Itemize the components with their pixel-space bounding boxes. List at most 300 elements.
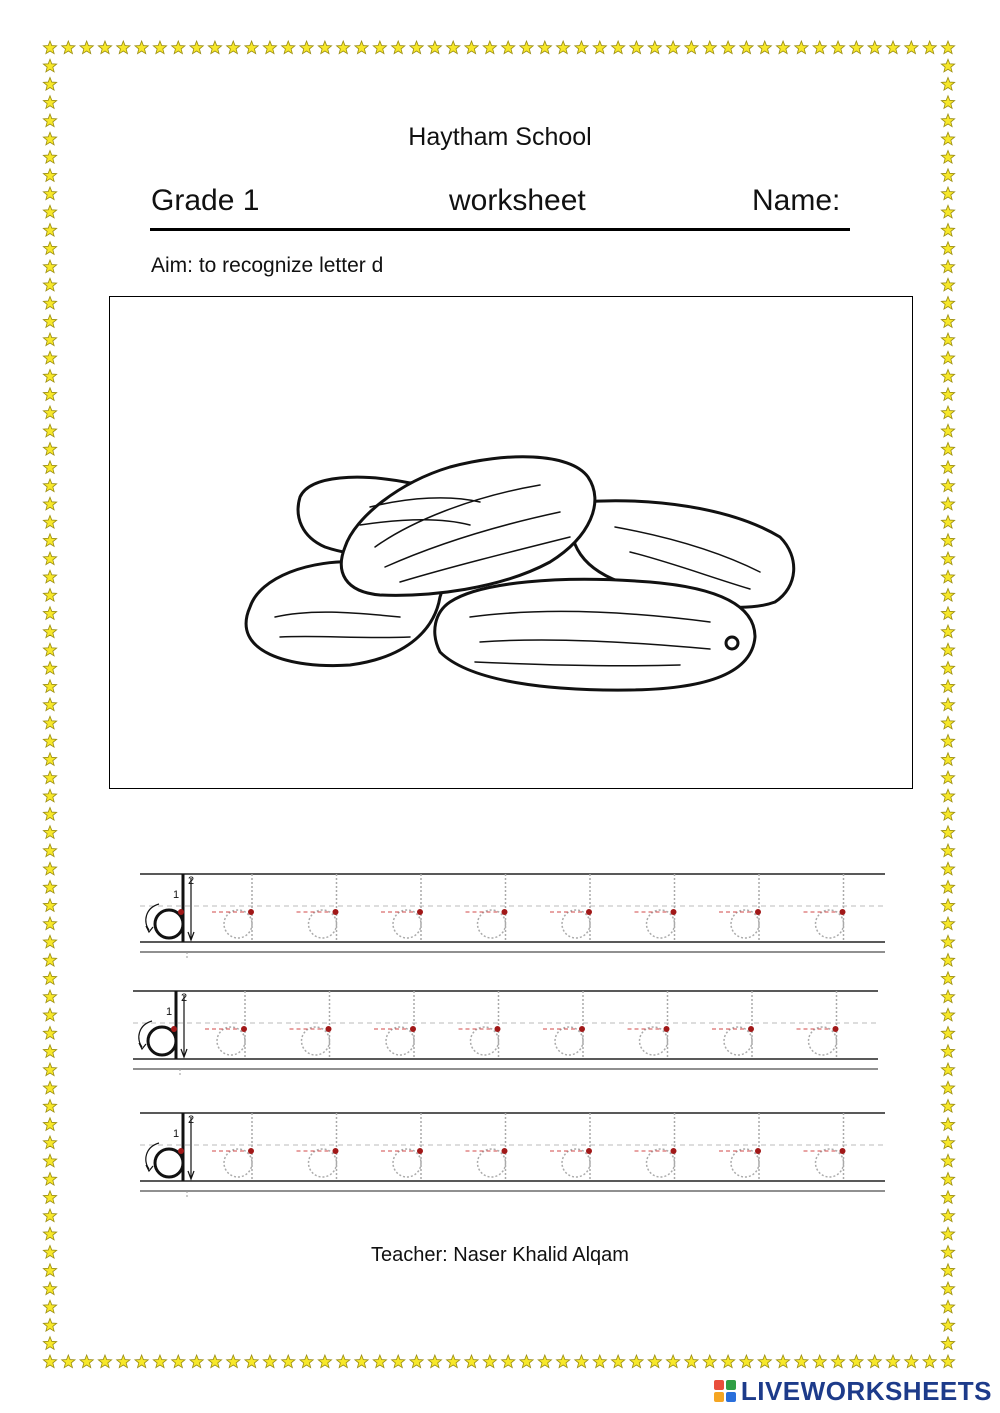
- start-dot: [586, 1148, 592, 1154]
- star-icon: [941, 1282, 954, 1295]
- star-icon: [43, 735, 56, 748]
- star-icon: [43, 59, 56, 72]
- star-icon: [43, 935, 56, 948]
- star-icon: [43, 351, 56, 364]
- star-icon: [43, 917, 56, 930]
- star-icon: [227, 1355, 240, 1368]
- start-dot: [417, 909, 423, 915]
- trace-letter-d[interactable]: [635, 1113, 677, 1181]
- star-icon: [593, 1355, 606, 1368]
- star-icon: [941, 59, 954, 72]
- star-icon: [575, 1355, 588, 1368]
- star-icon: [941, 771, 954, 784]
- star-icon: [941, 808, 954, 821]
- star-icon: [245, 41, 258, 54]
- star-icon: [410, 1355, 423, 1368]
- start-dot: [502, 1148, 508, 1154]
- start-dot: [417, 1148, 423, 1154]
- star-icon: [941, 1063, 954, 1076]
- star-icon: [941, 1191, 954, 1204]
- star-icon: [648, 41, 661, 54]
- star-icon: [153, 1355, 166, 1368]
- star-icon: [43, 589, 56, 602]
- start-dot: [671, 909, 677, 915]
- star-icon: [43, 1282, 56, 1295]
- trace-letter-d[interactable]: [719, 1113, 761, 1181]
- star-icon: [685, 1355, 698, 1368]
- arrowhead-icon: [146, 926, 153, 932]
- star-icon: [428, 41, 441, 54]
- star-icon: [43, 333, 56, 346]
- star-icon: [941, 552, 954, 565]
- star-icon: [795, 1355, 808, 1368]
- start-dot: [410, 1026, 416, 1032]
- star-icon: [172, 41, 185, 54]
- star-icon: [740, 41, 753, 54]
- start-dot: [333, 1148, 339, 1154]
- header-underline: [150, 228, 850, 231]
- star-icon: [135, 41, 148, 54]
- star-icon: [355, 41, 368, 54]
- star-icon: [520, 1355, 533, 1368]
- star-icon: [538, 41, 551, 54]
- teacher-name: Teacher: Naser Khalid Alqam: [371, 1244, 629, 1266]
- start-dot: [671, 1148, 677, 1154]
- star-icon: [758, 41, 771, 54]
- liveworksheets-brand: [713, 1374, 992, 1408]
- star-icon: [43, 278, 56, 291]
- star-icon: [941, 625, 954, 638]
- star-icon: [43, 899, 56, 912]
- stroke-number-1: 1: [166, 1006, 173, 1018]
- star-icon: [941, 1227, 954, 1240]
- start-dot: [171, 1026, 177, 1032]
- trace-letter-d[interactable]: [719, 874, 761, 942]
- star-icon: [941, 1136, 954, 1149]
- star-icon: [282, 1355, 295, 1368]
- grade-label: Grade 1: [151, 184, 260, 217]
- star-icon: [43, 224, 56, 237]
- star-icon: [98, 41, 111, 54]
- star-icon: [43, 297, 56, 310]
- star-icon: [941, 862, 954, 875]
- star-icon: [43, 1173, 56, 1186]
- star-icon: [776, 1355, 789, 1368]
- star-icon: [941, 990, 954, 1003]
- star-icon: [886, 1355, 899, 1368]
- start-dot: [755, 909, 761, 915]
- star-icon: [941, 589, 954, 602]
- star-icon: [43, 552, 56, 565]
- star-icon: [630, 41, 643, 54]
- star-icon: [941, 297, 954, 310]
- star-icon: [43, 716, 56, 729]
- star-icon: [263, 1355, 276, 1368]
- star-icon: [43, 479, 56, 492]
- star-icon: [868, 1355, 881, 1368]
- star-icon: [43, 862, 56, 875]
- model-letter-bowl: [155, 910, 183, 938]
- star-icon: [43, 826, 56, 839]
- star-icon: [43, 443, 56, 456]
- star-icon: [941, 716, 954, 729]
- start-dot: [840, 1148, 846, 1154]
- star-icon: [648, 1355, 661, 1368]
- star-icon: [43, 990, 56, 1003]
- star-icon: [355, 1355, 368, 1368]
- star-icon: [758, 1355, 771, 1368]
- start-dot: [248, 909, 254, 915]
- star-icon: [941, 680, 954, 693]
- star-icon: [447, 1355, 460, 1368]
- star-icon: [43, 844, 56, 857]
- tracing-row-1: [135, 868, 890, 963]
- dates-illustration-icon: [110, 297, 912, 788]
- star-icon: [941, 1300, 954, 1313]
- start-dot: [664, 1026, 670, 1032]
- star-icon: [43, 1118, 56, 1131]
- start-dot: [502, 909, 508, 915]
- start-dot: [333, 909, 339, 915]
- star-icon: [43, 78, 56, 91]
- star-icon: [43, 187, 56, 200]
- star-icon: [43, 1227, 56, 1240]
- star-icon: [43, 1045, 56, 1058]
- star-icon: [43, 1063, 56, 1076]
- star-icon: [135, 1355, 148, 1368]
- star-icon: [43, 1209, 56, 1222]
- star-icon: [62, 41, 75, 54]
- star-icon: [410, 41, 423, 54]
- star-icon: [43, 388, 56, 401]
- star-icon: [153, 41, 166, 54]
- start-dot: [241, 1026, 247, 1032]
- star-icon: [43, 205, 56, 218]
- star-icon: [703, 1355, 716, 1368]
- trace-letter-d[interactable]: [374, 991, 416, 1059]
- star-icon: [941, 224, 954, 237]
- star-icon: [43, 242, 56, 255]
- star-icon: [941, 1118, 954, 1131]
- star-icon: [43, 461, 56, 474]
- star-icon: [941, 662, 954, 675]
- star-icon: [941, 278, 954, 291]
- star-icon: [483, 1355, 496, 1368]
- star-icon: [556, 1355, 569, 1368]
- star-icon: [43, 96, 56, 109]
- star-icon: [941, 406, 954, 419]
- star-icon: [43, 972, 56, 985]
- trace-letter-d[interactable]: [381, 1113, 423, 1181]
- start-dot: [579, 1026, 585, 1032]
- star-icon: [43, 808, 56, 821]
- trace-letter-d[interactable]: [297, 1113, 339, 1181]
- star-icon: [43, 534, 56, 547]
- stroke-number-1: 1: [173, 889, 180, 901]
- logo-square: [726, 1380, 736, 1390]
- star-icon: [392, 41, 405, 54]
- star-icon: [941, 1081, 954, 1094]
- star-icon: [776, 41, 789, 54]
- star-icon: [941, 789, 954, 802]
- star-icon: [483, 41, 496, 54]
- star-icon: [43, 1191, 56, 1204]
- star-icon: [813, 1355, 826, 1368]
- star-icon: [575, 41, 588, 54]
- star-icon: [923, 1355, 936, 1368]
- star-icon: [593, 41, 606, 54]
- star-icon: [428, 1355, 441, 1368]
- star-icon: [941, 935, 954, 948]
- star-icon: [208, 41, 221, 54]
- liveworksheets-logo-icon: [713, 1379, 737, 1403]
- star-icon: [941, 534, 954, 547]
- trace-letter-d[interactable]: [712, 991, 754, 1059]
- star-icon: [318, 41, 331, 54]
- star-icon: [941, 151, 954, 164]
- star-icon: [520, 41, 533, 54]
- star-icon: [721, 41, 734, 54]
- star-icon: [43, 1027, 56, 1040]
- star-icon: [263, 41, 276, 54]
- star-icon: [868, 41, 881, 54]
- star-icon: [941, 169, 954, 182]
- star-icon: [703, 41, 716, 54]
- star-icon: [941, 443, 954, 456]
- trace-letter-d[interactable]: [797, 991, 839, 1059]
- tracing-row-2: [128, 985, 883, 1080]
- star-icon: [630, 1355, 643, 1368]
- school-name: Haytham School: [408, 123, 592, 151]
- star-icon: [941, 735, 954, 748]
- star-icon: [666, 41, 679, 54]
- star-icon: [43, 315, 56, 328]
- star-icon: [721, 1355, 734, 1368]
- star-icon: [850, 41, 863, 54]
- star-icon: [941, 607, 954, 620]
- star-icon: [941, 370, 954, 383]
- star-icon: [43, 1081, 56, 1094]
- star-icon: [465, 1355, 478, 1368]
- star-icon: [43, 1355, 56, 1368]
- star-icon: [941, 826, 954, 839]
- star-icon: [43, 643, 56, 656]
- trace-letter-d[interactable]: [466, 1113, 508, 1181]
- trace-letter-d[interactable]: [635, 874, 677, 942]
- start-dot: [748, 1026, 754, 1032]
- star-icon: [117, 41, 130, 54]
- star-icon: [80, 1355, 93, 1368]
- star-icon: [740, 1355, 753, 1368]
- star-icon: [813, 41, 826, 54]
- star-icon: [666, 1355, 679, 1368]
- star-icon: [62, 1355, 75, 1368]
- star-icon: [337, 1355, 350, 1368]
- trace-letter-d[interactable]: [550, 874, 592, 942]
- star-icon: [941, 1337, 954, 1350]
- star-icon: [43, 1136, 56, 1149]
- star-icon: [337, 41, 350, 54]
- star-icon: [941, 1027, 954, 1040]
- logo-square: [714, 1392, 724, 1402]
- star-icon: [43, 169, 56, 182]
- star-icon: [941, 753, 954, 766]
- trace-letter-d[interactable]: [212, 1113, 254, 1181]
- star-icon: [43, 771, 56, 784]
- star-icon: [941, 1008, 954, 1021]
- star-icon: [611, 41, 624, 54]
- star-icon: [465, 41, 478, 54]
- star-icon: [941, 1045, 954, 1058]
- star-icon: [941, 333, 954, 346]
- star-icon: [43, 424, 56, 437]
- star-icon: [318, 1355, 331, 1368]
- star-icon: [795, 41, 808, 54]
- stroke-number-2: 2: [188, 875, 195, 887]
- start-dot: [178, 1148, 184, 1154]
- star-icon: [941, 260, 954, 273]
- trace-letter-d[interactable]: [543, 991, 585, 1059]
- star-icon: [941, 461, 954, 474]
- trace-letter-d[interactable]: [297, 874, 339, 942]
- worksheet-label: worksheet: [449, 184, 586, 217]
- star-icon: [850, 1355, 863, 1368]
- star-icon: [941, 315, 954, 328]
- star-icon: [43, 625, 56, 638]
- stroke-number-2: 2: [181, 992, 188, 1004]
- start-dot: [755, 1148, 761, 1154]
- star-icon: [941, 643, 954, 656]
- logo-square: [714, 1380, 724, 1390]
- star-icon: [941, 516, 954, 529]
- star-icon: [43, 698, 56, 711]
- star-icon: [43, 680, 56, 693]
- star-icon: [905, 1355, 918, 1368]
- star-icon: [98, 1355, 111, 1368]
- star-icon: [941, 424, 954, 437]
- trace-letter-d[interactable]: [459, 991, 501, 1059]
- start-dot: [178, 909, 184, 915]
- star-icon: [43, 1300, 56, 1313]
- star-icon: [300, 1355, 313, 1368]
- star-icon: [941, 78, 954, 91]
- aim-text: Aim: to recognize letter d: [151, 254, 384, 277]
- start-dot: [495, 1026, 501, 1032]
- picture-box: [109, 296, 913, 789]
- star-icon: [941, 497, 954, 510]
- star-icon: [245, 1355, 258, 1368]
- star-icon: [941, 881, 954, 894]
- star-icon: [941, 96, 954, 109]
- star-icon: [941, 205, 954, 218]
- trace-letter-d[interactable]: [205, 991, 247, 1059]
- stroke-number-1: 1: [173, 1128, 180, 1140]
- star-icon: [941, 1209, 954, 1222]
- star-icon: [611, 1355, 624, 1368]
- arrowhead-icon: [146, 1165, 153, 1171]
- star-icon: [80, 41, 93, 54]
- trace-letter-d[interactable]: [290, 991, 332, 1059]
- star-icon: [373, 1355, 386, 1368]
- star-icon: [43, 516, 56, 529]
- star-icon: [831, 41, 844, 54]
- trace-letter-d[interactable]: [804, 874, 846, 942]
- star-icon: [43, 607, 56, 620]
- trace-letter-d[interactable]: [550, 1113, 592, 1181]
- star-icon: [190, 41, 203, 54]
- trace-letter-d[interactable]: [381, 874, 423, 942]
- trace-letter-d[interactable]: [212, 874, 254, 942]
- star-icon: [923, 41, 936, 54]
- star-icon: [941, 187, 954, 200]
- logo-square: [726, 1392, 736, 1402]
- start-dot: [586, 909, 592, 915]
- star-icon: [886, 41, 899, 54]
- model-letter-bowl: [155, 1149, 183, 1177]
- liveworksheets-wordmark: LIVEWORKSHEETS: [740, 1375, 992, 1406]
- star-icon: [941, 1173, 954, 1186]
- model-letter-bowl: [148, 1027, 176, 1055]
- arrowhead-icon: [139, 1043, 146, 1049]
- star-icon: [447, 41, 460, 54]
- star-icon: [941, 242, 954, 255]
- star-icon: [43, 1319, 56, 1332]
- star-icon: [502, 41, 515, 54]
- star-icon: [43, 1100, 56, 1113]
- start-dot: [326, 1026, 332, 1032]
- stroke-number-2: 2: [188, 1114, 195, 1126]
- star-icon: [43, 753, 56, 766]
- star-icon: [43, 1337, 56, 1350]
- star-icon: [43, 789, 56, 802]
- star-icon: [392, 1355, 405, 1368]
- star-icon: [43, 881, 56, 894]
- star-icon: [941, 899, 954, 912]
- star-icon: [941, 570, 954, 583]
- star-icon: [43, 151, 56, 164]
- star-icon: [941, 972, 954, 985]
- star-icon: [43, 570, 56, 583]
- star-icon: [43, 41, 56, 54]
- star-icon: [556, 41, 569, 54]
- star-icon: [941, 954, 954, 967]
- star-icon: [941, 351, 954, 364]
- star-icon: [117, 1355, 130, 1368]
- name-label: Name:: [752, 184, 841, 217]
- star-icon: [43, 406, 56, 419]
- star-icon: [941, 41, 954, 54]
- star-icon: [538, 1355, 551, 1368]
- star-icon: [941, 844, 954, 857]
- star-icon: [43, 497, 56, 510]
- star-icon: [227, 41, 240, 54]
- star-icon: [941, 388, 954, 401]
- star-icon: [831, 1355, 844, 1368]
- star-icon: [190, 1355, 203, 1368]
- trace-letter-d[interactable]: [466, 874, 508, 942]
- trace-letter-d[interactable]: [804, 1113, 846, 1181]
- star-icon: [373, 41, 386, 54]
- trace-letter-d[interactable]: [628, 991, 670, 1059]
- star-icon: [941, 917, 954, 930]
- star-icon: [43, 1154, 56, 1167]
- star-icon: [43, 260, 56, 273]
- star-icon: [172, 1355, 185, 1368]
- star-icon: [941, 1154, 954, 1167]
- star-icon: [941, 1100, 954, 1113]
- star-icon: [43, 662, 56, 675]
- star-icon: [43, 954, 56, 967]
